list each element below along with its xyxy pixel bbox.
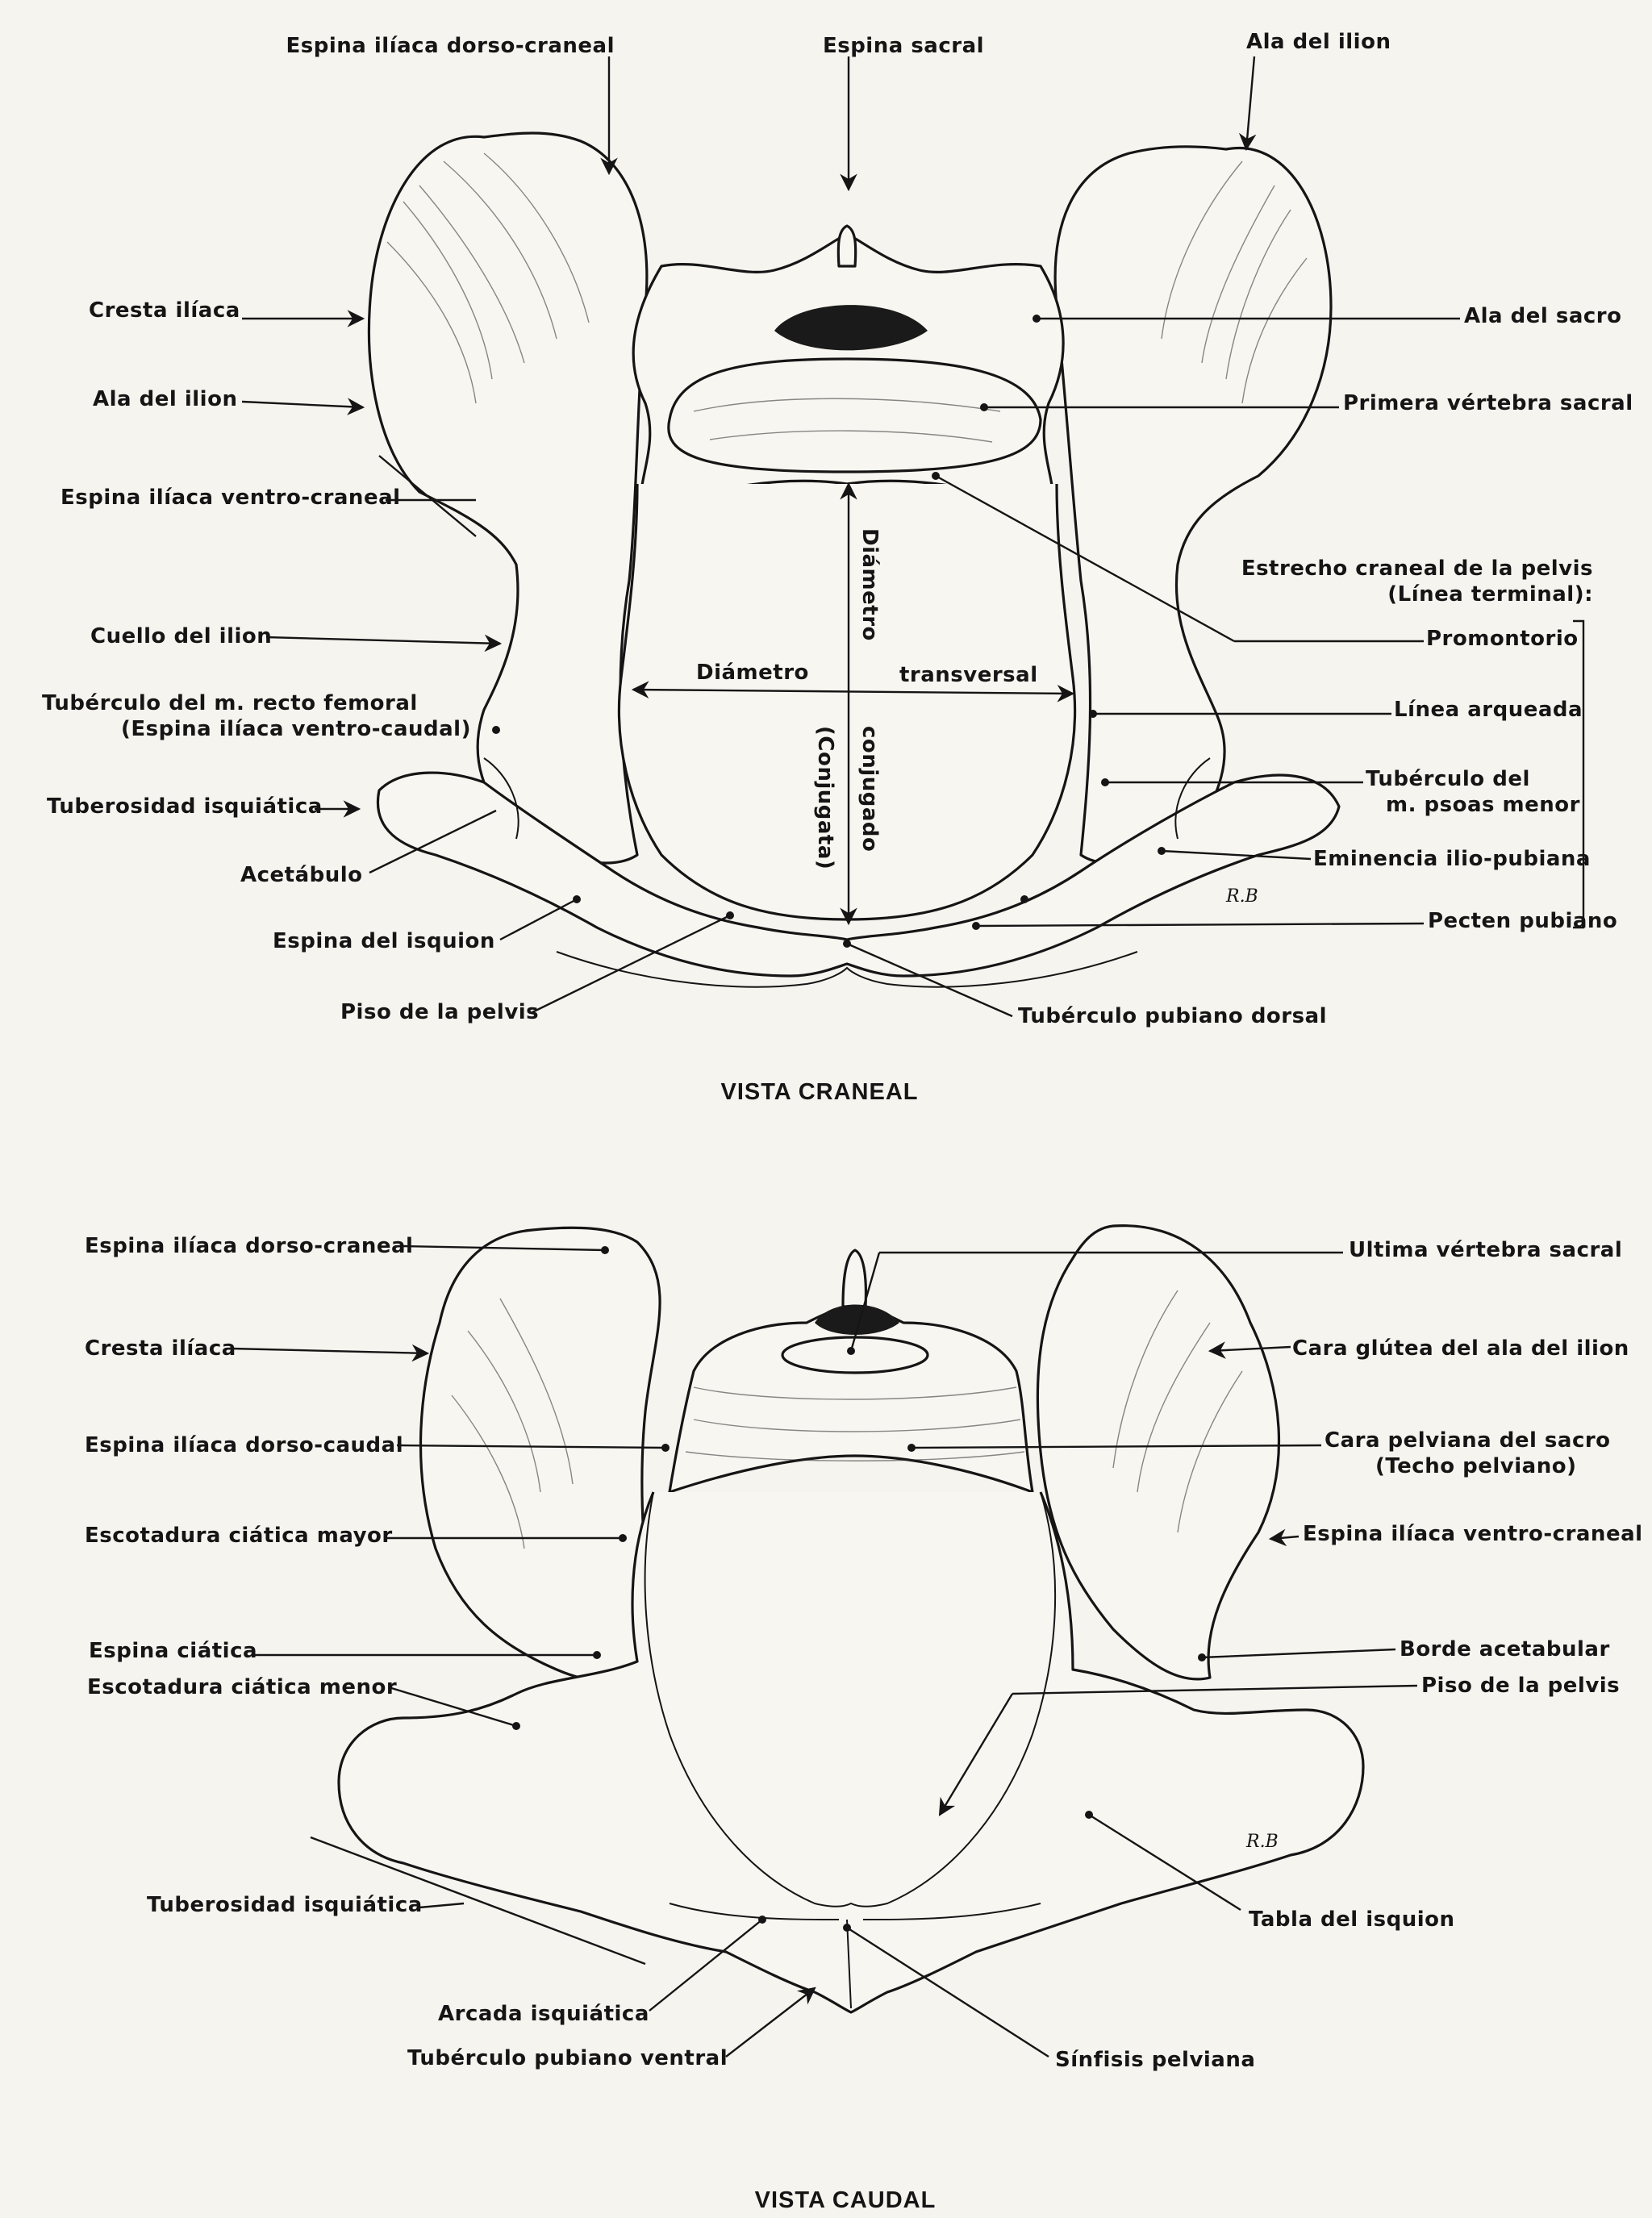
label-cresta-iliaca: Cresta ilíaca <box>89 298 240 323</box>
label-estrecho-line2: (Línea terminal): <box>1387 582 1593 607</box>
label-ala-del-ilion-left: Ala del ilion <box>93 387 238 411</box>
label-tabla-del-isquion: Tabla del isquion <box>1249 1907 1455 1932</box>
label-cara-glutea: Cara glútea del ala del ilion <box>1292 1336 1629 1361</box>
label-cuello-del-ilion: Cuello del ilion <box>90 624 273 648</box>
label-ala-del-sacro: Ala del sacro <box>1464 304 1622 328</box>
label-eminencia: Eminencia ilio-pubiana <box>1313 847 1591 871</box>
label-piso-de-la-pelvis: Piso de la pelvis <box>340 1000 540 1024</box>
label-acetabulo: Acetábulo <box>240 863 363 887</box>
label-estrecho-line1: Estrecho craneal de la pelvis <box>1241 557 1593 581</box>
label-escotadura-mayor: Escotadura ciática mayor <box>85 1524 393 1548</box>
craneal-estrecho-bracket <box>1573 621 1583 928</box>
label-diametro-transversal-1: Diámetro <box>696 661 809 685</box>
label-diametro-conjugado-2: conjugado <box>857 726 882 853</box>
craneal-view <box>42 30 1633 1105</box>
label-arcada-isquiatica: Arcada isquiática <box>438 2002 649 2026</box>
label-diametro-transversal-2: transversal <box>899 663 1038 687</box>
label-espina-iliaca-ventro-craneal: Espina ilíaca ventro-craneal <box>60 486 401 510</box>
label-espina-dorso-caudal: Espina ilíaca dorso-caudal <box>85 1433 404 1457</box>
caption-vista-craneal: VISTA CRANEAL <box>720 1079 919 1105</box>
label-caudal-espina-ventro-craneal: Espina ilíaca ventro-craneal <box>1303 1522 1643 1546</box>
label-diametro-conjugado-1: Diámetro <box>857 528 882 641</box>
craneal-right-ilium <box>1055 147 1331 863</box>
label-linea-arqueada: Línea arqueada <box>1394 698 1583 722</box>
label-caudal-cresta-iliaca: Cresta ilíaca <box>85 1336 236 1361</box>
label-tuberculo-pubiano-dorsal: Tubérculo pubiano dorsal <box>1018 1004 1328 1028</box>
label-caudal-espina-dorso-craneal: Espina ilíaca dorso-craneal <box>85 1234 414 1258</box>
label-caudal-piso-pelvis: Piso de la pelvis <box>1421 1674 1621 1698</box>
craneal-first-sacral-vertebra <box>669 359 1041 472</box>
craneal-left-ilium <box>369 133 647 863</box>
caudal-last-sacral-vertebra <box>782 1337 928 1373</box>
label-caudal-tuberosidad: Tuberosidad isquiática <box>147 1893 423 1917</box>
label-pecten-pubiano: Pecten pubiano <box>1428 909 1618 933</box>
label-tuberculo-psoas-2: m. psoas menor <box>1386 793 1580 817</box>
label-espina-ciatica: Espina ciática <box>89 1639 258 1663</box>
label-promontorio: Promontorio <box>1426 627 1579 651</box>
caption-vista-caudal: VISTA CAUDAL <box>754 2187 937 2213</box>
caudal-right-ilium <box>1037 1226 1279 1679</box>
label-diametro-conjugado-3: (Conjugata) <box>813 726 837 870</box>
label-espina-del-isquion: Espina del isquion <box>273 929 495 953</box>
label-sinfisis-pelviana: Sínfisis pelviana <box>1055 2048 1256 2072</box>
label-cara-pelviana-1: Cara pelviana del sacro <box>1325 1428 1611 1453</box>
label-primera-vertebra-sacral: Primera vértebra sacral <box>1343 391 1633 415</box>
label-espina-sacral: Espina sacral <box>822 34 985 58</box>
label-tuberosidad-isquiatica: Tuberosidad isquiática <box>47 794 323 819</box>
label-tuberculo-psoas-1: Tubérculo del <box>1366 767 1530 791</box>
caudal-left-ilium <box>420 1228 660 1681</box>
craneal-pelvic-inlet <box>619 484 1074 919</box>
craneal-signature: R.B <box>1226 886 1258 907</box>
caudal-signature: R.B <box>1246 1832 1279 1852</box>
label-tuberculo-recto-2: (Espina ilíaca ventro-caudal) <box>121 717 471 741</box>
caudal-sacral-spine <box>843 1250 866 1307</box>
label-escotadura-menor: Escotadura ciática menor <box>87 1675 398 1699</box>
label-espina-iliaca-dorso-craneal: Espina ilíaca dorso-craneal <box>286 34 615 58</box>
label-tuberculo-pubiano-ventral: Tubérculo pubiano ventral <box>407 2046 728 2070</box>
label-tuberculo-recto-1: Tubérculo del m. recto femoral <box>42 691 418 715</box>
label-ultima-vertebra-sacral: Ultima vértebra sacral <box>1349 1238 1623 1262</box>
label-cara-pelviana-2: (Techo pelviano) <box>1375 1454 1577 1478</box>
label-ala-del-ilion-top: Ala del ilion <box>1246 30 1391 54</box>
caudal-view <box>85 1226 1643 2213</box>
craneal-sacral-spine <box>838 226 855 266</box>
label-borde-acetabular: Borde acetabular <box>1400 1637 1610 1661</box>
